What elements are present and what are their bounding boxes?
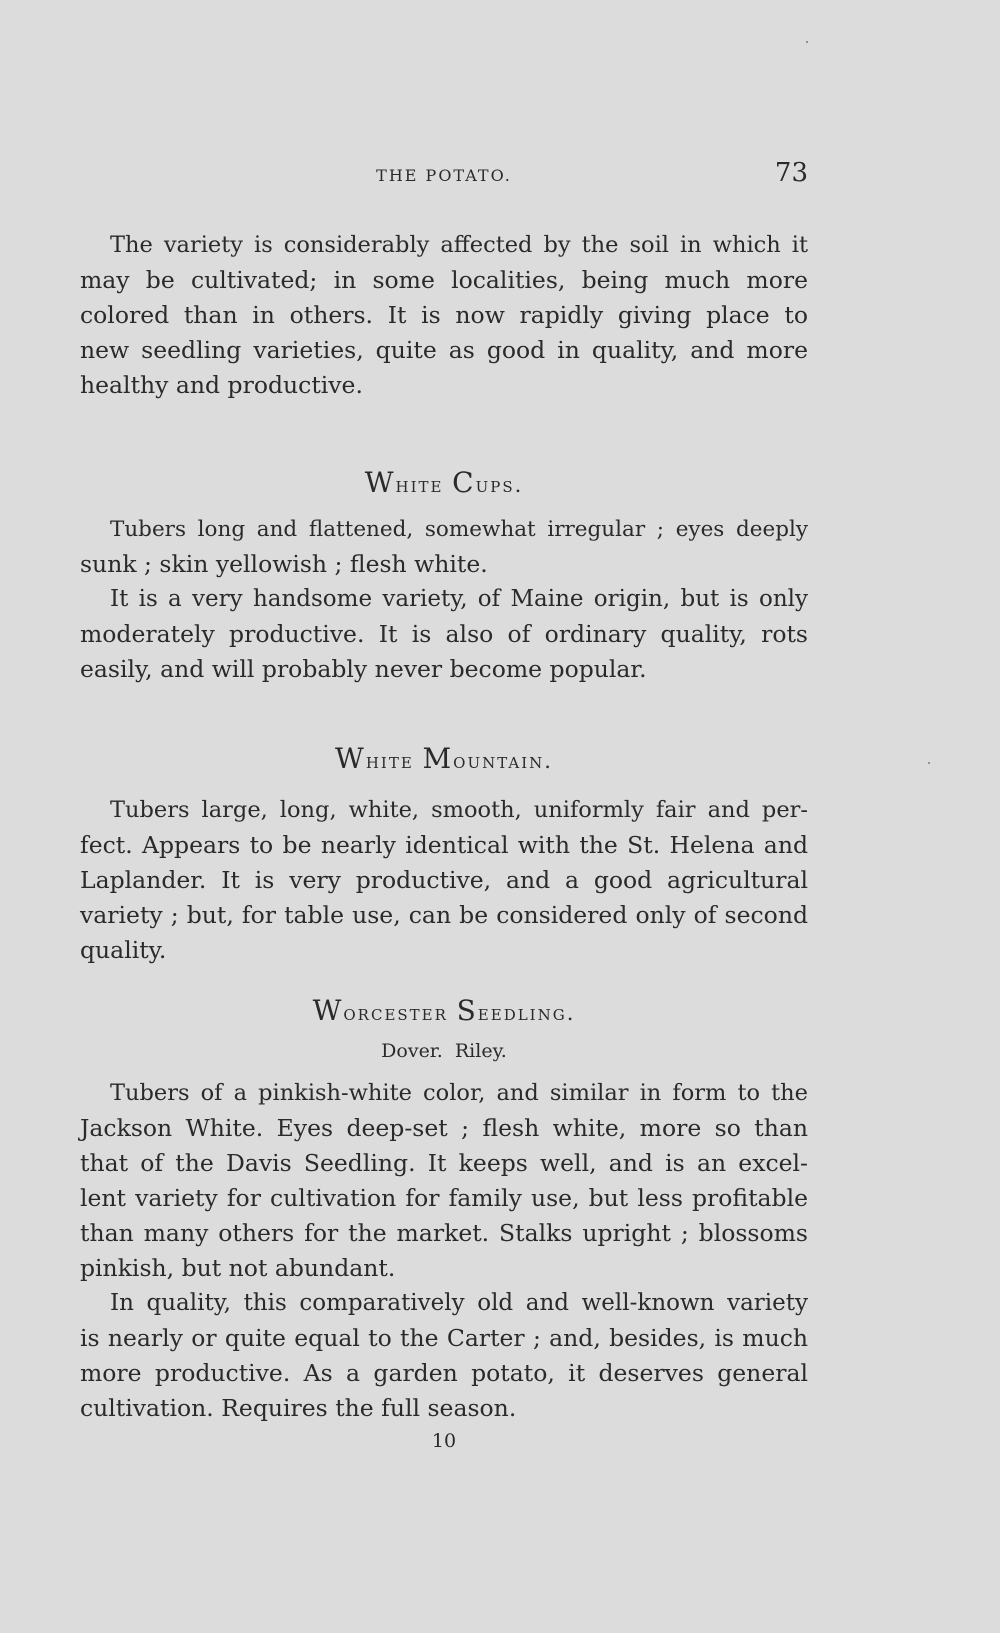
paper-speck <box>928 762 930 764</box>
text-line: The variety is considerably affected by the soil in which it <box>110 232 808 258</box>
section-heading-worcester-seedling: Worcester Seedling. <box>312 994 576 1027</box>
text-line: pinkish, but not abundant. <box>80 1254 396 1282</box>
text-line: lent variety for cultivation for family use, but less profitable <box>80 1184 808 1212</box>
text-line: more productive. As a garden potato, it deserves general <box>80 1359 808 1387</box>
running-head <box>80 158 808 194</box>
synonyms: Dover. Riley. <box>381 1040 507 1062</box>
text-line: sunk ; skin yellowish ; flesh white. <box>80 550 488 578</box>
section-heading-white-cups: White Cups. <box>364 466 524 499</box>
text-line: quality. <box>80 936 167 964</box>
text-line: Tubers long and flattened, somewhat irregular ; eyes deeply <box>110 517 808 542</box>
opening-paragraph <box>80 228 808 403</box>
text-line: Tubers large, long, white, smooth, uniformly fair and per- <box>110 797 808 823</box>
text-line: is nearly or quite equal to the Carter ; and, besides, is much <box>80 1324 808 1352</box>
text-line: than many others for the market. Stalks upright ; blossoms <box>80 1219 808 1247</box>
text-line: Jackson White. Eyes deep-set ; flesh white, more so than <box>80 1114 808 1142</box>
text-line: variety ; but, for table use, can be considered only of second <box>80 901 808 929</box>
text-line: new seedling varieties, quite as good in quality, and more <box>80 336 808 364</box>
worcester-seedling-description <box>80 1076 808 1426</box>
text-line: may be cultivated; in some localities, being much more <box>80 266 808 294</box>
text-line: It is a very handsome variety, of Maine origin, but is only <box>110 586 808 612</box>
text-line: Tubers of a pinkish-white color, and similar in form to the <box>110 1080 808 1106</box>
text-line: that of the Davis Seedling. It keeps well, and is an excel- <box>80 1149 808 1177</box>
text-line: colored than in others. It is now rapidly giving place to <box>80 301 808 329</box>
text-line: fect. Appears to be nearly identical with the St. Helena and <box>80 831 808 859</box>
text-line: cultivation. Requires the full season. <box>80 1394 517 1422</box>
page-number: 73 <box>774 158 808 188</box>
white-cups-description <box>80 512 808 687</box>
text-line: moderately productive. It is also of ordinary quality, rots <box>80 620 808 648</box>
text-line: easily, and will probably never become popular. <box>80 655 647 683</box>
white-mountain-description <box>80 793 808 968</box>
text-line: healthy and productive. <box>80 371 363 399</box>
text-line: Laplander. It is very productive, and a good agricultural <box>80 866 808 894</box>
paper-speck <box>806 41 808 43</box>
section-heading-white-mountain: White Mountain. <box>335 742 553 775</box>
text-line: In quality, this comparatively old and well-known variety <box>110 1290 808 1316</box>
signature-mark: 10 <box>431 1430 457 1452</box>
running-title: THE POTATO. <box>376 166 512 185</box>
